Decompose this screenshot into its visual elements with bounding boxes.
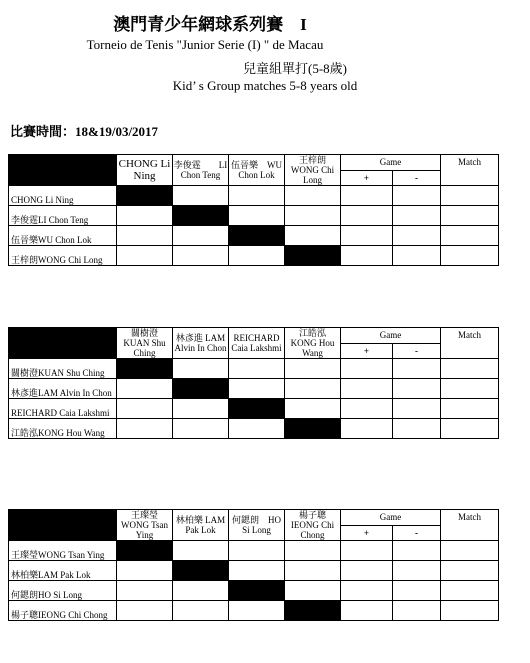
self-match-cell (285, 419, 341, 439)
game-plus-cell[interactable] (341, 186, 393, 206)
self-match-cell (173, 379, 229, 399)
game-minus-cell[interactable] (393, 379, 441, 399)
match-cell[interactable] (441, 601, 499, 621)
game-plus-cell[interactable] (341, 561, 393, 581)
self-match-cell (173, 561, 229, 581)
game-plus-header: + (341, 343, 393, 359)
game-minus-cell[interactable] (393, 246, 441, 266)
score-cell[interactable] (229, 246, 285, 266)
corner-cell (9, 155, 117, 186)
column-header-player: 楊子聰 IEONG Chi Chong (285, 510, 341, 541)
column-header-player: 林柏樂 LAM Pak Lok (173, 510, 229, 541)
match-cell[interactable] (441, 246, 499, 266)
score-cell[interactable] (173, 399, 229, 419)
match-cell[interactable] (441, 186, 499, 206)
score-cell[interactable] (173, 541, 229, 561)
score-cell[interactable] (117, 399, 173, 419)
row-header-player: 王梓朗WONG Chi Long (9, 246, 117, 266)
row-header-player: 何鍶朗HO Si Long (9, 581, 117, 601)
game-minus-header: - (393, 343, 441, 359)
game-minus-cell[interactable] (393, 541, 441, 561)
game-plus-cell[interactable] (341, 206, 393, 226)
score-cell[interactable] (229, 359, 285, 379)
row-header-player: REICHARD Caia Lakshmi (9, 399, 117, 419)
column-header-player: 伍晉樂 WU Chon Lok (229, 155, 285, 186)
game-header: Game (341, 328, 441, 344)
page-title: 澳門青少年網球系列賽 I (113, 15, 307, 34)
game-minus-cell[interactable] (393, 419, 441, 439)
row-header-player: 王璨瑩WONG Tsan Ying (9, 541, 117, 561)
row-header-player: 江皓泓KONG Hou Wang (9, 419, 117, 439)
corner-cell (9, 328, 117, 359)
match-cell[interactable] (441, 226, 499, 246)
game-minus-header: - (393, 170, 441, 186)
score-cell[interactable] (285, 399, 341, 419)
game-minus-cell[interactable] (393, 226, 441, 246)
game-minus-header: - (393, 525, 441, 541)
subtitle-portuguese: Torneio de Tenis "Junior Serie (I) " de Macau (86, 37, 324, 52)
row-header-player: 林柏樂LAM Pak Lok (9, 561, 117, 581)
self-match-cell (117, 186, 173, 206)
score-cell[interactable] (173, 581, 229, 601)
column-header-player: REICHARD Caia Lakshmi (229, 328, 285, 359)
score-cell[interactable] (117, 581, 173, 601)
self-match-cell (173, 206, 229, 226)
row-header-player: 伍晉樂WU Chon Lok (9, 226, 117, 246)
score-cell[interactable] (285, 359, 341, 379)
game-plus-header: + (341, 170, 393, 186)
score-cell[interactable] (229, 206, 285, 226)
row-header-player: 關樹澄KUAN Shu Ching (9, 359, 117, 379)
match-header: Match (441, 328, 499, 359)
game-plus-cell[interactable] (341, 419, 393, 439)
score-cell[interactable] (173, 186, 229, 206)
game-plus-cell[interactable] (341, 541, 393, 561)
score-cell[interactable] (229, 541, 285, 561)
game-minus-cell[interactable] (393, 581, 441, 601)
match-cell[interactable] (441, 541, 499, 561)
game-plus-cell[interactable] (341, 226, 393, 246)
score-cell[interactable] (173, 601, 229, 621)
game-minus-cell[interactable] (393, 206, 441, 226)
row-header-player: CHONG Li Ning (9, 186, 117, 206)
game-header: Game (341, 155, 441, 171)
score-cell[interactable] (285, 206, 341, 226)
score-cell[interactable] (285, 379, 341, 399)
score-cell[interactable] (117, 206, 173, 226)
game-header: Game (341, 510, 441, 526)
score-cell[interactable] (117, 226, 173, 246)
column-header-player: 林彥進 LAM Alvin In Chon (173, 328, 229, 359)
match-cell[interactable] (441, 379, 499, 399)
game-minus-cell[interactable] (393, 399, 441, 419)
score-cell[interactable] (173, 246, 229, 266)
match-cell[interactable] (441, 359, 499, 379)
column-header-player: 關樹澄 KUAN Shu Ching (117, 328, 173, 359)
score-cell[interactable] (229, 419, 285, 439)
column-header-player: 何鍶朗 HO Si Long (229, 510, 285, 541)
match-cell[interactable] (441, 561, 499, 581)
score-cell[interactable] (117, 601, 173, 621)
match-cell[interactable] (441, 399, 499, 419)
self-match-cell (285, 246, 341, 266)
score-cell[interactable] (117, 561, 173, 581)
score-cell[interactable] (229, 186, 285, 206)
match-cell[interactable] (441, 581, 499, 601)
score-cell[interactable] (285, 561, 341, 581)
game-plus-header: + (341, 525, 393, 541)
corner-cell (9, 510, 117, 541)
game-plus-cell[interactable] (341, 246, 393, 266)
match-date: 比賽時間：18&19/03/2017 (10, 124, 159, 139)
row-header-player: 林彥進LAM Alvin In Chon (9, 379, 117, 399)
group-table-2 (8, 327, 499, 439)
column-header-player: 李俊霆 LI Chon Teng (173, 155, 229, 186)
match-cell[interactable] (441, 206, 499, 226)
score-cell[interactable] (117, 419, 173, 439)
self-match-cell (229, 399, 285, 419)
game-plus-cell[interactable] (341, 359, 393, 379)
self-match-cell (229, 226, 285, 246)
score-cell[interactable] (285, 226, 341, 246)
game-minus-cell[interactable] (393, 186, 441, 206)
match-header: Match (441, 155, 499, 186)
game-plus-cell[interactable] (341, 581, 393, 601)
subtitle-chinese: 兒童組單打(5-8歲) (243, 61, 347, 76)
score-cell[interactable] (173, 359, 229, 379)
row-header-player: 李俊霆LI Chon Teng (9, 206, 117, 226)
game-minus-cell[interactable] (393, 359, 441, 379)
score-cell[interactable] (285, 186, 341, 206)
self-match-cell (117, 359, 173, 379)
score-cell[interactable] (229, 601, 285, 621)
column-header-player: 江皓泓 KONG Hou Wang (285, 328, 341, 359)
match-cell[interactable] (441, 419, 499, 439)
group-table-1 (8, 154, 499, 266)
row-header-player: 楊子聰IEONG Chi Chong (9, 601, 117, 621)
score-cell[interactable] (173, 226, 229, 246)
match-header: Match (441, 510, 499, 541)
score-cell[interactable] (117, 246, 173, 266)
game-plus-cell[interactable] (341, 399, 393, 419)
score-cell[interactable] (173, 419, 229, 439)
self-match-cell (117, 541, 173, 561)
column-header-player: CHONG Li Ning (117, 155, 173, 186)
self-match-cell (229, 581, 285, 601)
subtitle-english: Kid’ s Group matches 5-8 years old (172, 78, 358, 93)
game-plus-cell[interactable] (341, 601, 393, 621)
score-cell[interactable] (229, 561, 285, 581)
score-cell[interactable] (229, 379, 285, 399)
self-match-cell (285, 601, 341, 621)
column-header-player: 王璨瑩 WONG Tsan Ying (117, 510, 173, 541)
column-header-player: 王梓朗 WONG Chi Long (285, 155, 341, 186)
game-plus-cell[interactable] (341, 379, 393, 399)
game-minus-cell[interactable] (393, 561, 441, 581)
score-cell[interactable] (117, 379, 173, 399)
game-minus-cell[interactable] (393, 601, 441, 621)
score-cell[interactable] (285, 581, 341, 601)
score-cell[interactable] (285, 541, 341, 561)
group-table-3 (8, 509, 499, 621)
